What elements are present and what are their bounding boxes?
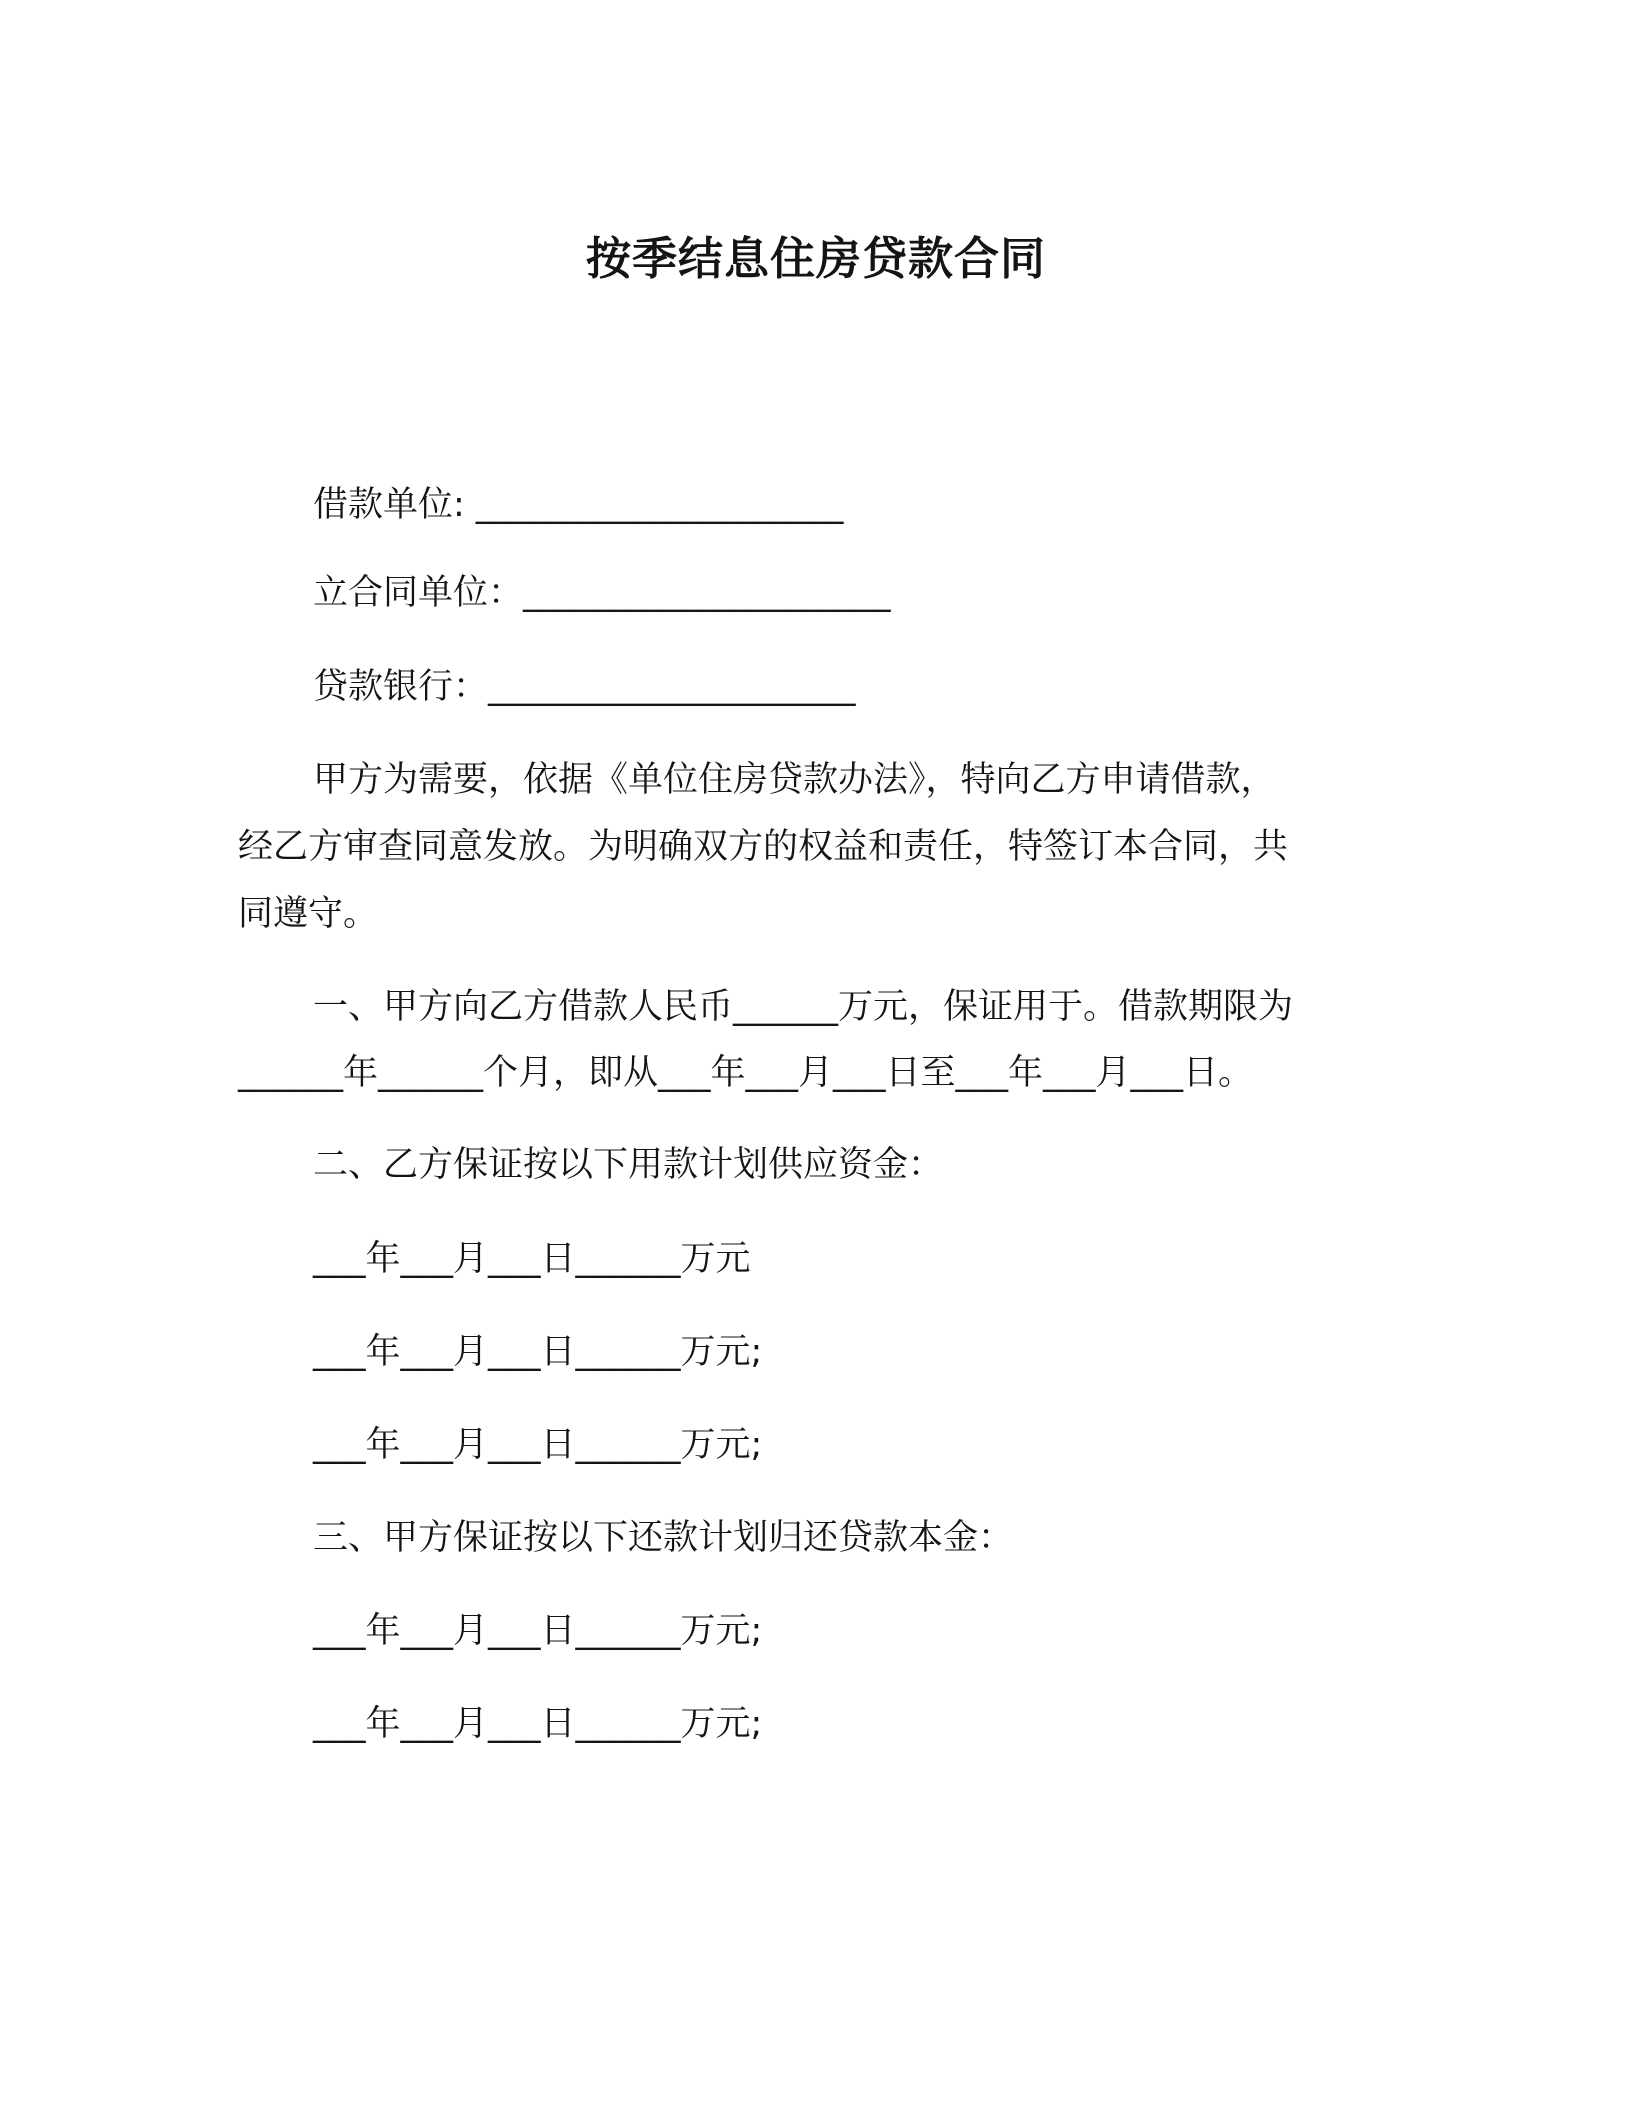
clause-3-heading: 三、甲方保证按以下还款计划归还贷款本金： <box>313 1518 1014 1558</box>
borrower-field: 借款单位: _____________________ <box>313 485 844 525</box>
repayment-plan-item: ___年___月___日______万元; <box>313 1611 763 1651</box>
bank-field: 贷款银行：_____________________ <box>313 667 856 707</box>
funding-plan-item: ___年___月___日______万元; <box>313 1425 763 1465</box>
clause-2-heading: 二、乙方保证按以下用款计划供应资金： <box>313 1145 944 1185</box>
funding-plan-item: ___年___月___日______万元; <box>313 1332 763 1372</box>
intro-line-1: 甲方为需要，依据《单位住房贷款办法》，特向乙方申请借款， <box>313 760 1276 800</box>
clause-1-line-2: ______年______个月，即从___年___月___日至___年___月___日。 <box>238 1053 1254 1093</box>
funding-plan-item: ___年___月___日______万元 <box>313 1239 751 1279</box>
repayment-plan-item: ___年___月___日______万元; <box>313 1704 763 1744</box>
clause-1-line-1: 一、甲方向乙方借款人民币______万元，保证用于。借款期限为 <box>313 987 1294 1027</box>
contract-unit-field: 立合同单位：_____________________ <box>313 573 891 613</box>
document-title: 按季结息住房贷款合同 <box>585 232 1046 285</box>
intro-line-3: 同遵守。 <box>238 894 379 934</box>
intro-line-2: 经乙方审查同意发放。为明确双方的权益和责任，特签订本合同，共 <box>238 827 1289 867</box>
